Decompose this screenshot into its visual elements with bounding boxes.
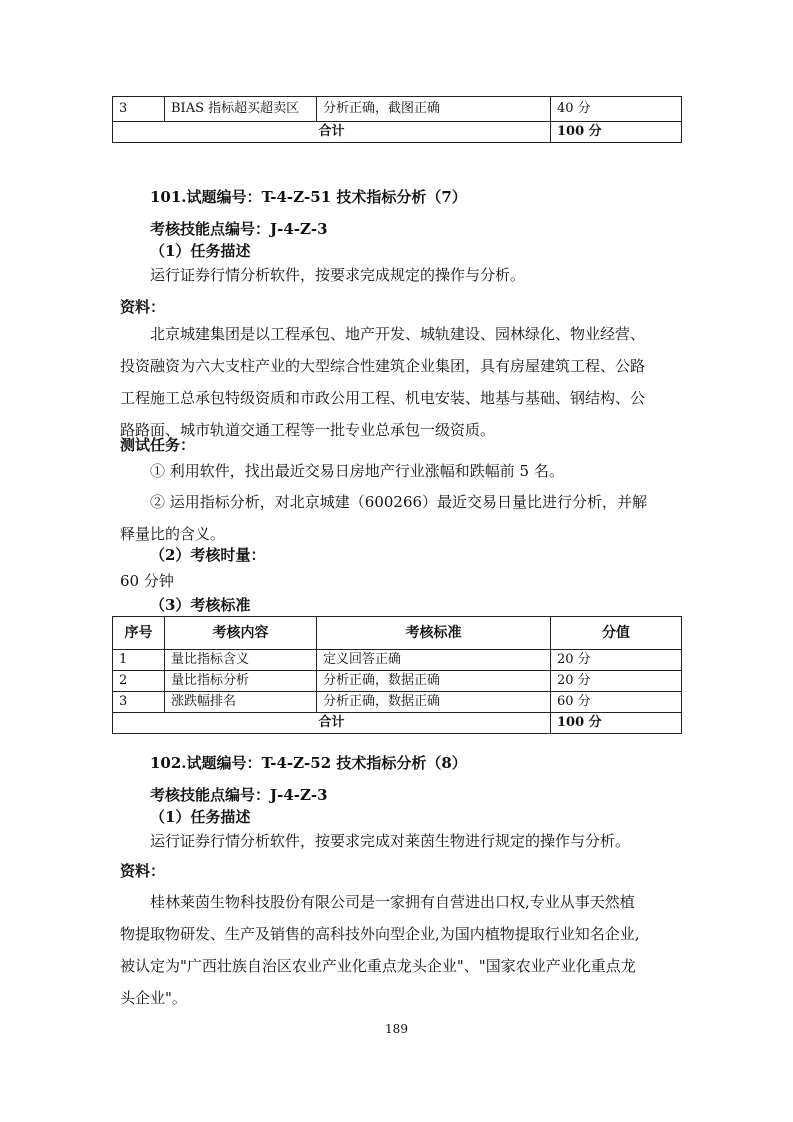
material-line: 路路面、城市轨道交通工程等一批专业总承包一级资质。 [120, 421, 496, 439]
table-total-row [113, 713, 682, 734]
test-item-2 [120, 486, 680, 550]
total-label: 合计 [113, 122, 551, 143]
header-standard: 考核标准 [317, 617, 551, 650]
table-total-row [113, 122, 682, 143]
task-heading: （1）任务描述 [150, 808, 251, 826]
material-line: 工程施工总承包特级资质和市政公用工程、机电安装、地基与基础、钢结构、公 [120, 389, 646, 407]
row-number: 2 [113, 671, 165, 692]
task-description: 运行证券行情分析软件，按要求完成对莱茵生物进行规定的操作与分析。 [150, 832, 631, 850]
header-score: 分值 [551, 617, 682, 650]
material-paragraph [120, 886, 680, 1014]
task-heading: （1）任务描述 [150, 242, 251, 260]
table-row [113, 97, 682, 122]
row-score: 60 分 [551, 692, 682, 713]
question-102-skill: 考核技能点编号：J-4-Z-3 [150, 786, 328, 804]
row-content: BIAS 指标超买超卖区 [165, 97, 317, 122]
header-content: 考核内容 [165, 617, 317, 650]
question-101-title: 101.试题编号：T-4-Z-51 技术指标分析（7） [150, 188, 467, 206]
total-score: 100 分 [551, 713, 682, 734]
row-standard: 分析正确，截图正确 [317, 97, 551, 122]
row-content: 量比指标含义 [165, 650, 317, 671]
material-line: 桂林莱茵生物科技股份有限公司是一家拥有自营进出口权,专业从事天然植 [150, 893, 635, 911]
time-heading: （2）考核时量： [150, 546, 266, 564]
material-line: 投资融资为六大支柱产业的大型综合性建筑企业集团，具有房屋建筑工程、公路 [120, 357, 646, 375]
table-row [113, 650, 682, 671]
material-line: 北京城建集团是以工程承包、地产开发、城轨建设、园林绿化、物业经营、 [150, 325, 646, 343]
page-number: 189 [385, 1022, 408, 1036]
score-table-101 [112, 616, 682, 734]
row-number: 3 [113, 97, 165, 122]
material-line: 头企业"。 [120, 989, 187, 1007]
row-number: 3 [113, 692, 165, 713]
total-label: 合计 [113, 713, 551, 734]
row-standard: 分析正确，数据正确 [317, 692, 551, 713]
material-line: 物提取物研发、生产及销售的高科技外向型企业,为国内植物提取行业知名企业, [120, 925, 640, 943]
table-row [113, 671, 682, 692]
material-line: 被认定为"广西壮族自治区农业产业化重点龙头企业"、"国家农业产业化重点龙 [120, 957, 636, 975]
test-item-1: ① 利用软件，找出最近交易日房地产行业涨幅和跌幅前 5 名。 [150, 462, 564, 480]
material-paragraph [120, 318, 680, 446]
row-standard: 分析正确，数据正确 [317, 671, 551, 692]
time-value: 60 分钟 [120, 572, 174, 590]
row-number: 1 [113, 650, 165, 671]
top-score-table [112, 96, 682, 143]
test-item-line: 释量比的含义。 [120, 525, 226, 543]
test-task-label: 测试任务： [120, 436, 196, 454]
table-header-row [113, 617, 682, 650]
standard-heading: （3）考核标准 [150, 596, 251, 614]
row-score: 40 分 [551, 97, 682, 122]
question-102-title: 102.试题编号：T-4-Z-52 技术指标分析（8） [150, 754, 467, 772]
row-standard: 定义回答正确 [317, 650, 551, 671]
test-item-line: ② 运用指标分析，对北京城建（600266）最近交易日量比进行分析，并解 [150, 493, 648, 511]
header-number: 序号 [113, 617, 165, 650]
row-score: 20 分 [551, 671, 682, 692]
material-label: 资料： [120, 298, 166, 316]
table-row [113, 692, 682, 713]
row-content: 量比指标分析 [165, 671, 317, 692]
question-101-skill: 考核技能点编号：J-4-Z-3 [150, 220, 328, 238]
row-content: 涨跌幅排名 [165, 692, 317, 713]
row-score: 20 分 [551, 650, 682, 671]
task-description: 运行证券行情分析软件，按要求完成规定的操作与分析。 [150, 266, 526, 284]
material-label: 资料： [120, 862, 166, 880]
total-score: 100 分 [551, 122, 682, 143]
